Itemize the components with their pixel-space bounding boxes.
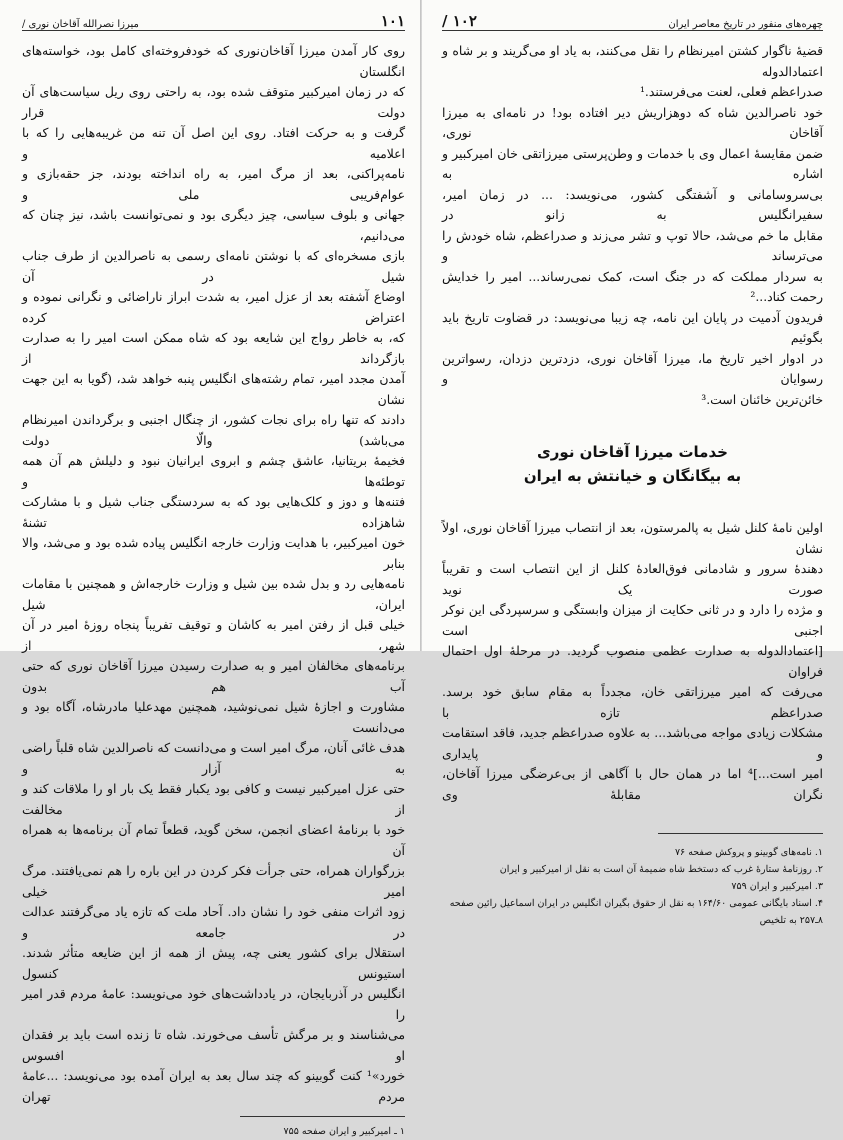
- body-text-line: فخیمهٔ بریتانیا، عاشق چشم و ابروی ایرانیان نبود و دلیلش هم آن همه توطئه‌ها و: [22, 453, 405, 489]
- body-text-line: بازی مسخره‌ای که با نوشتن نامه‌ای رسمی به ناصرالدین از طرف جناب شیل در آن: [22, 248, 405, 284]
- body-text-line: مشکلات زیادی مواجه می‌باشد... به علاوه صدراعظم جدید، فاقد استقامت و پایداری: [442, 725, 823, 761]
- body-text-line: دادند که تنها راه برای نجات کشور، از چنگال اجنبی و برگرداندن امیرنظام می‌باشد) والّا دولت: [22, 412, 405, 448]
- right-page-body-top: [442, 41, 823, 410]
- section-title-line2: به بیگانگان و خیانتش به ایران: [523, 467, 742, 485]
- right-page-body-bottom: [442, 518, 823, 805]
- body-text-line: خورد»¹ کنت گوبینو که چند سال بعد به ایران آمده بود می‌نویسد: ...عامهٔ مردم تهران: [22, 1068, 405, 1104]
- body-text-line: اولین نامهٔ کلنل شیل به پالمرستون، بعد از انتصاب میرزا آقاخان نوری، اولاً نشان: [442, 520, 823, 556]
- body-text-line: مقابل ما خم می‌شد، حالا توپ و تشر می‌زند و صدراعظم، شاه خودش را می‌ترساند و: [442, 227, 823, 263]
- body-text-line: نامه‌پراکنی، بعد از مرگ امیر، به راه انداخته بودند، جز حقه‌بازی و عوام‌فریبی ملی و: [22, 166, 405, 202]
- right-footnotes: [442, 844, 823, 929]
- body-text-line: بی‌سروسامانی و آشفتگی کشور، می‌نویسد: ... در زمان امیر، سفیرانگلیس به زانو در: [442, 186, 823, 222]
- body-text-line: صدراعظم فعلی، لعنت می‌فرستند.¹: [639, 84, 823, 99]
- body-text-line: انگلیس در آذربایجان، در یادداشت‌های خود می‌نویسد: عامهٔ مردم قدر امیر را: [22, 986, 405, 1022]
- body-text-line: برنامه‌های مخالفان امیر و به صدارت رسیدن میرزا آقاخان نوری که حتی آب هم بدون: [22, 658, 405, 694]
- body-text-line: و مژده را دارد و در ثانی حکایت از میزان وابستگی و سرسپردگی این نوکر اجنبی است: [442, 602, 823, 638]
- body-text-line: مشاورت و اجازهٔ شیل نمی‌نوشید، همچنین مهدعلیا مادرشاه، آگاه بود و می‌دانست: [22, 699, 405, 735]
- body-text-line: دهندهٔ سرور و شادمانی فوق‌العادهٔ کلنل از این انتصاب است و تقریباً صورت یک نوید: [442, 561, 823, 597]
- body-text-line: فتنه‌ها و دوز و کلک‌هایی بود که به سردستگی جناب شیل و با مشارکت شاهزاده تشنهٔ: [22, 494, 405, 530]
- left-page: [0, 0, 421, 1137]
- body-text-line: فریدون آدمیت در پایان این نامه، چه زیبا می‌نویسد: در قضاوت تاریخ باید بگوئیم: [442, 309, 823, 345]
- body-text-line: نامه‌هایی رد و بدل شده بین شیل و وزارت خارجه‌اش و همچنین با مقامات ایران، شیل: [22, 576, 405, 612]
- body-text-line: قضیهٔ ناگوار کشتن امیرنظام را نقل می‌کنند، به یاد او می‌گریند و بر شاه و اعتمادالدوله: [442, 43, 823, 79]
- section-heading: [442, 440, 823, 488]
- footnote: ۳. امیرکبیر و ایران ۷۵۹: [731, 881, 823, 892]
- body-text-line: استقلال برای کشور یعنی چه، پیش از همه از این ضایعه متأثر شدند. استیونس کنسول: [22, 945, 405, 981]
- left-page-header: [22, 8, 405, 31]
- running-title: چهره‌های منفور در تاریخ معاصر ایران: [668, 19, 823, 30]
- page-number: ۱۰۱: [380, 12, 405, 30]
- footnote-divider: [658, 833, 823, 834]
- body-text-line: حتی عزل امیرکبیر نیست و کافی بود یکبار فقط یک بار او را ملاقات کند و از مخالفت: [22, 781, 405, 817]
- footnote: ۱ ـ امیرکبیر و ایران صفحه ۷۵۵: [283, 1126, 405, 1137]
- body-text-line: آمدن مجدد امیر، تمام رشته‌های انگلیس پنبه خواهد شد، (گویا به این جهت نشان: [22, 371, 405, 407]
- body-text-line: خود ناصرالدین شاه که دوهزاریش دیر افتاده بود! در نامه‌ای به میرزا آقاخان نوری،: [442, 104, 823, 140]
- footnote-divider: [240, 1116, 405, 1117]
- footnote: ۸ـ۲۵۷ به تلخیص: [759, 915, 823, 926]
- body-text-line: گرفت و به حرکت افتاد. روی این اصل آن تنه من غریبه‌هایی را که با اعلامیه و: [22, 125, 405, 161]
- body-text-line: در ادوار اخیر تاریخ ما، میرزا آقاخان نوری، دزدترین دزدان، رسواترین رسوایان و: [442, 350, 823, 386]
- body-text-line: بزرگواران همراه، حتی جرأت فکر کردن در این باره را هم نمی‌یافتند. مرگ امیر خیلی: [22, 863, 405, 899]
- body-text-line: که در زمان امیرکبیر متوقف شده بود، به راحتی روی ریل سیاست‌های آن دولت قرار: [22, 84, 405, 120]
- body-text-line: جهانی و بلوف سیاسی، چیز دیگری بود و نمی‌توانست باشد، نیز چنان که می‌دانیم،: [22, 207, 405, 243]
- right-page-header: [442, 8, 823, 31]
- body-text-line: خائن‌ترین خائنان است.³: [701, 391, 823, 407]
- body-text-line: زود اثرات منفی خود را نشان داد. آحاد ملت که تازه یاد می‌گرفتند عدالت در جامعه و: [22, 904, 405, 940]
- footnote: ۴. اسناد بایگانی عمومی ۱۶۴/۶۰ به نقل از حقوق بگیران انگلیس در ایران اسماعیل رائین صفحه: [449, 898, 823, 909]
- section-title-line1: خدمات میرزا آقاخان نوری: [537, 443, 728, 461]
- body-text-line: به سردار مملکت که در جنگ است، کمک نمی‌رساند... امیر را خدایش رحمت کناد...²: [442, 268, 823, 304]
- body-text-line: امیر است...]⁴ اما در همان حال با آگاهی از بی‌عرضگی میرزا آقاخان، نگران مقابلهٔ وی: [442, 766, 823, 802]
- body-text-line: می‌شناسند و بر مرگش تأسف می‌خورند. شاه تا زنده است باید بر فقدان او افسوس: [22, 1027, 405, 1063]
- body-text-line: که، به خاطر رواج این شایعه بود که شاه ممکن است امیر را به صدارت بازگرداند از: [22, 330, 405, 366]
- body-text-line: روی کار آمدن میرزا آقاخان‌نوری که خودفروخته‌ای کامل بود، خواسته‌های انگلستان: [22, 43, 405, 79]
- body-text-line: ضمن مقایسهٔ اعمال وی با خدمات و وطن‌پرستی میرزاتقی خان امیرکبیر و اشاره به: [442, 145, 823, 181]
- body-text-line: خون امیرکبیر، با هدایت وزارت خارجه انگلیس پیاده شده بود و می‌شد، والا بنابر: [22, 535, 405, 571]
- body-text-line: اوضاع آشفته بعد از عزل امیر، به شدت ابراز ناراضائی و نگرانی نموده و اعتراض کرده: [22, 289, 405, 325]
- left-footnotes: [22, 1123, 405, 1140]
- body-text-line: خیلی قبل از رفتن امیر به کاشان و توقیف تفریباً پنجاه روزهٔ امیر در آن شهر، از: [22, 617, 405, 653]
- footnote: ۲. روزنامهٔ ستارهٔ غرب که دستخط شاه ضمیمهٔ آن است به نقل از امیرکبیر و ایران: [499, 864, 823, 875]
- body-text-line: [اعتمادالدوله به صدارت عظمی منصوب گردید. در مرحلهٔ اول احتمال فراوان: [442, 643, 823, 679]
- footnote: ۱. نامه‌های گوبینو و پروکش صفحه ۷۶: [674, 847, 823, 858]
- right-page: [422, 0, 843, 926]
- left-page-body: [22, 41, 405, 1107]
- body-text-line: هدف غائی آنان، مرگ امیر است و می‌دانست که ناصرالدین شاه قلباً راضی به آزار و: [22, 740, 405, 776]
- running-title: میرزا نصرالله آقاخان نوری /: [22, 19, 139, 30]
- body-text-line: خود با برنامهٔ اعضای انجمن، سخن گوید، قطعاً تمام آن برنامه‌ها به همراه آن: [22, 822, 405, 858]
- page-number: ۱۰۲ /: [442, 12, 477, 30]
- body-text-line: می‌رفت که امیر میرزاتقی خان، مجدداً به مقام سابق خود برسد. صدراعظم تازه با: [442, 684, 823, 720]
